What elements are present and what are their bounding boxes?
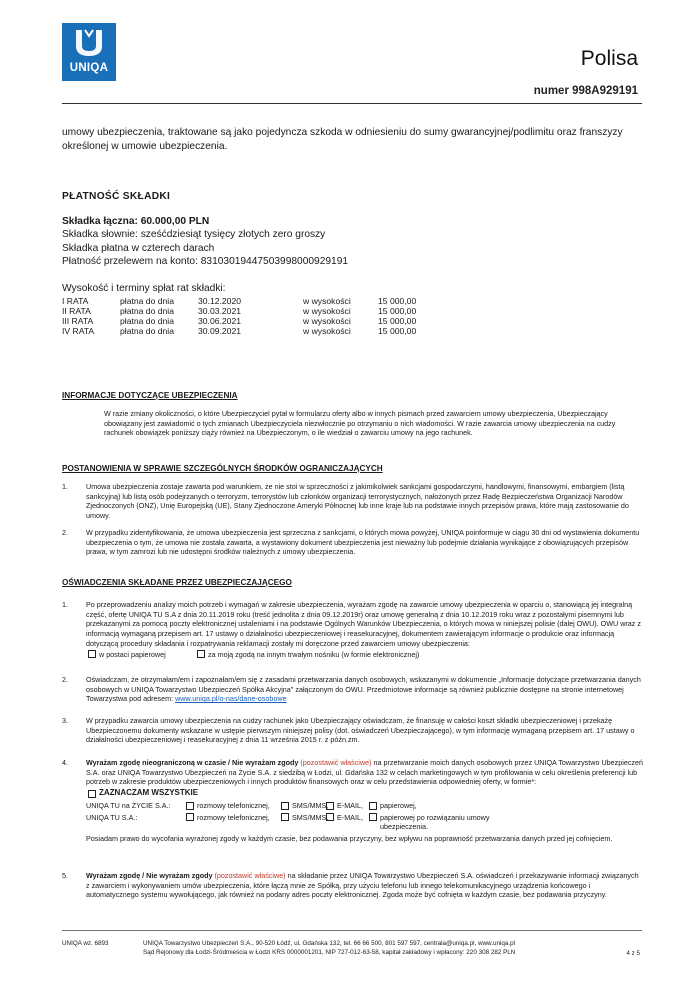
form-code: UNIQA wz. 6893 xyxy=(62,940,109,947)
installment-row xyxy=(62,326,428,336)
paper-form-checkbox[interactable] xyxy=(88,650,96,658)
premium-words: Składka słownie: sześćdziesiąt tysięcy złotych zero groszy xyxy=(62,229,326,241)
installment-row xyxy=(62,306,428,316)
tu-email-checkbox[interactable] xyxy=(326,813,334,821)
restriction-item-1: 1. Umowa ubezpieczenia zostaje zawarta pod warunkiem, że nie stoi w sprzeczności z jakimikolwiek sankcjami gospodarczymi, handlowymi, finansowymi, embargiem (listą sankcyjną) lub listą osób podejrzanych o terroryzm, terrorystów lub członków organizacji terrorystycznych, nałożonych przez Radę Bezpieczeństwa Organizacji Narodów Zjednoczonych (ONZ), Unię Europejską (UE), Stany Zjednoczone Ameryki Północnej lub inne kraje lub na podstawie innych przepisów prawa, które mają zastosowanie do umowy. xyxy=(62,482,629,521)
payment-details xyxy=(62,215,348,268)
installment-cell: płatna do dnia xyxy=(120,316,174,327)
restrictions-title: POSTANOWIENIA W SPRAWIE SZCZEGÓLNYCH ŚRODKÓW OGRANICZAJĄCYCH xyxy=(62,464,383,473)
life-email-checkbox[interactable] xyxy=(326,802,334,810)
document-title: Polisa xyxy=(580,47,638,70)
installments-info: Składka płatna w czterech darach xyxy=(62,242,215,254)
installment-cell: I RATA xyxy=(62,296,89,306)
uniqa-logo xyxy=(62,23,116,81)
life-paper-checkbox[interactable] xyxy=(369,802,377,810)
info-section-title: INFORMACJE DOTYCZĄCE UBEZPIECZENIA xyxy=(62,391,238,400)
bank-transfer: Płatność przelewem na konto: 83103019447503998000929191 xyxy=(62,255,349,267)
installment-cell: 30.03.2021 xyxy=(198,306,242,317)
installment-cell: w wysokości xyxy=(303,326,351,337)
installment-row xyxy=(62,296,428,306)
declaration-item-2: 2. Oświadczam, że otrzymałam/em i zapoznałam/em się z zasadami przetwarzania danych osobowych, wskazanymi w dokumencie „Informacje dotyczące przetwarzania danych osobowych w UNIQA Towarzystwo Ubezpieczeń Spółka Akcyjna" załączonym do OWU. Przedmiotowe informacje są również publicznie dostępne na stronie internetowej Towarzystwa pod adresem: www.uniqa.pl/o-nas/dane-osobowe xyxy=(62,675,641,704)
electronic-form-checkbox[interactable] xyxy=(197,650,205,658)
page-number: 4 z 5 xyxy=(626,950,640,957)
installment-cell: 15 000,00 xyxy=(378,326,417,337)
installment-cell: 30.06.2021 xyxy=(198,316,242,327)
intro-paragraph: umowy ubezpieczenia, traktowane są jako pojedyncza szkoda w odniesieniu do sumy gwarancyjnej/podlimitu oraz franszyzy określonej w umowie ubezpieczenia. xyxy=(62,127,623,153)
installment-row xyxy=(62,316,428,326)
data-protection-link[interactable]: www.uniqa.pl/o-nas/dane-osobowe xyxy=(175,694,287,704)
installment-table xyxy=(62,296,428,337)
info-section-text: W razie zmiany okoliczności, o które Ubezpieczyciel pytał w formularzu oferty albo w innych pismach przed zawarciem umowy ubezpieczenia, Ubezpieczający obowiązany jest zawiadomić o tych zmianach Ubezpieczyciela niezwłocznie po otrzymaniu o nich wiadomości. W razie zawarcia umowy ubezpieczenia na cudzy rachunek obowiązek poniższy ciąży również na Ubezpieczonym, o ile wiedział o zawarciu umowy na jego rachunek. xyxy=(104,409,616,438)
installment-cell: płatna do dnia xyxy=(120,326,174,337)
declaration-item-1: 1. Po przeprowadzeniu analizy moich potrzeb i wymagań w zakresie ubezpieczenia, wyrażam zgodę na zawarcie umowy ubezpieczenia w oparciu o, stanowiącą jej integralną część, ofertę UNIQA TU S.A z dnia 20.11.2019 roku (treść jednolita z dnia 09.12.2019r) oraz umowę generalną z dnia 10.12.2019 roku wraz z pozostałymi pisemnymi lub przekazanymi za pomocą poczty elektronicznej ustaleniami i na podstawie Ogólnych Warunków Ubezpieczenia, o których mowa w niniejszej polisie (dalej OWU). OWU wraz z informacją wymaganą przepisem art. 17 ustawy o działalności ubezpieczeniowej i reasekuracyjnej, dokumentem zawierającym informacje o produkcie oraz informacją dotyczącą procedury składania i rozpatrywania reklamacji zostały mi doręczone przed zawarciem umowy ubezpieczenia: w postaci papierowej za moją zgodą na innym trwałym nośniku (w formie elektronicznej) xyxy=(62,600,641,659)
uniqa-emblem-icon xyxy=(72,26,106,60)
tu-sms-checkbox[interactable] xyxy=(281,813,289,821)
installment-cell: 30.09.2021 xyxy=(198,326,242,337)
company-address: UNIQA Towarzystwo Ubezpieczeń S.A., 90-520 Łódź, ul. Gdańska 132, tel. 66 66 500, 801 597 597, centrala@uniqa.pl, www.uniqa.pl Sąd Rejonowy dla Łodzi-Śródmieścia w Łodzi KRS 0000001201, NIP 727-012-63-58, kapitał zakładowy i wpłacony: 220 308 282 PLN xyxy=(143,940,516,956)
declarations-title: OŚWIADCZENIA SKŁADANE PRZEZ UBEZPIECZAJĄCEGO xyxy=(62,578,292,587)
installment-cell: 15 000,00 xyxy=(378,316,417,327)
installment-cell: w wysokości xyxy=(303,296,351,306)
payment-title: PŁATNOŚĆ SKŁADKI xyxy=(62,191,171,202)
installment-cell: 30.12.2020 xyxy=(198,296,242,306)
header-divider xyxy=(62,103,642,104)
restriction-item-2: 2. W przypadku zidentyfikowania, że umowa ubezpieczenia jest sprzeczna z sankcjami, o których mowa powyżej, UNIQA poinformuje w ciągu 30 dni od wystawienia dokumentu ubezpieczenia o tym, że umowa nie została zawarta, a wystawiony dokument ubezpieczenia jest nieważny lub podejmie działania wynikające z obowiązujących przepisów prawa, w tym zamrozi lub nie udostępni środków należnych z umowy ubezpieczenia. xyxy=(62,528,640,557)
installment-cell: w wysokości xyxy=(303,306,351,317)
footer-divider xyxy=(62,930,642,931)
installment-cell: płatna do dnia xyxy=(120,296,174,306)
installment-cell: III RATA xyxy=(62,316,94,327)
policy-number: numer 998A929191 xyxy=(533,85,638,97)
installment-cell: w wysokości xyxy=(303,316,351,327)
tu-phone-checkbox[interactable] xyxy=(186,813,194,821)
installment-cell: 15 000,00 xyxy=(378,306,417,317)
life-sms-checkbox[interactable] xyxy=(281,802,289,810)
declaration-item-4: 4. Wyrażam zgodę nieograniczoną w czasie / Nie wyrażam zgody (pozostawić właściwe) na przetwarzanie moich danych osobowych przez UNIQA Towarzystwo Ubezpieczeń S.A. oraz UNIQA Towarzystwo Ubezpieczeń na Życie S.A. z siedzibą w Łodzi, ul. Gdańska 132 w celach marketingowych w tym profilowania w celu określenia preferencji lub potrzeb w zakresie produktów ubezpieczeniowych i innych produktów finansowych oraz w celu przedstawienia odpowiedniej oferty, w formie*: ZAZNACZAM WSZYSTKIE UNIQA TU na ŻYCIE S.A.: rozmowy telefonicznej, SMS/MMS, E-MAIL, papierowej, UNIQA TU S.A.: rozmowy telefonicznej, SMS/MMS, E-MAIL, papierowej po rozwiązaniu umowy ubezpieczenia. Posiadam prawo do wycofania wyrażonej zgody w każdym czasie, bez podawania przyczyny, bez wpływu na poprawność przetwarzania danych przed jej cofnięciem. xyxy=(62,758,644,844)
installment-cell: IV RATA xyxy=(62,326,95,337)
tu-paper-after-checkbox[interactable] xyxy=(369,813,377,821)
installment-cell: płatna do dnia xyxy=(120,306,174,317)
declaration-item-5: 5. Wyrażam zgodę / Nie wyrażam zgody (pozostawić właściwe) na składanie przez UNIQA Towarzystwo Ubezpieczeń S.A. oświadczeń i przekazywanie informacji związanych z zawarciem i wykonywaniem umów ubezpieczenia, które łączą mnie ze Spółką, przy użyciu telefonu lub innego telekomunikacyjnego urządzenia końcowego i automatycznego systemu wywołującego, jak również na podany adres poczty elektronicznej. Zgoda może być cofnięta w każdym czasie, bez podawania przyczyny. xyxy=(62,871,639,900)
installment-cell: II RATA xyxy=(62,306,91,317)
installment-cell: 15 000,00 xyxy=(378,296,417,306)
logo-text: UNIQA xyxy=(69,61,109,74)
mark-all-checkbox[interactable] xyxy=(88,790,96,798)
premium-total: Składka łączna: 60.000,00 PLN xyxy=(62,216,210,227)
life-phone-checkbox[interactable] xyxy=(186,802,194,810)
declaration-item-3: 3. W przypadku zawarcia umowy ubezpieczenia na cudzy rachunek jako Ubezpieczający oświadczam, że finansuję w całości koszt składki ubezpieczeniowej i przekażę Ubezpieczonemu dokumenty wskazane w ustępie pierwszym niniejszej polisy (dot. oświadczeń Ubezpieczającego), w tym informację wymaganą przepisem art. 17 ustawy o działalności ubezpieczeniowej i reasekuracyjnej z dnia 11 września 2015 r. z późn.zm. xyxy=(62,716,635,745)
schedule-title: Wysokość i terminy spłat rat składki: xyxy=(62,283,226,294)
